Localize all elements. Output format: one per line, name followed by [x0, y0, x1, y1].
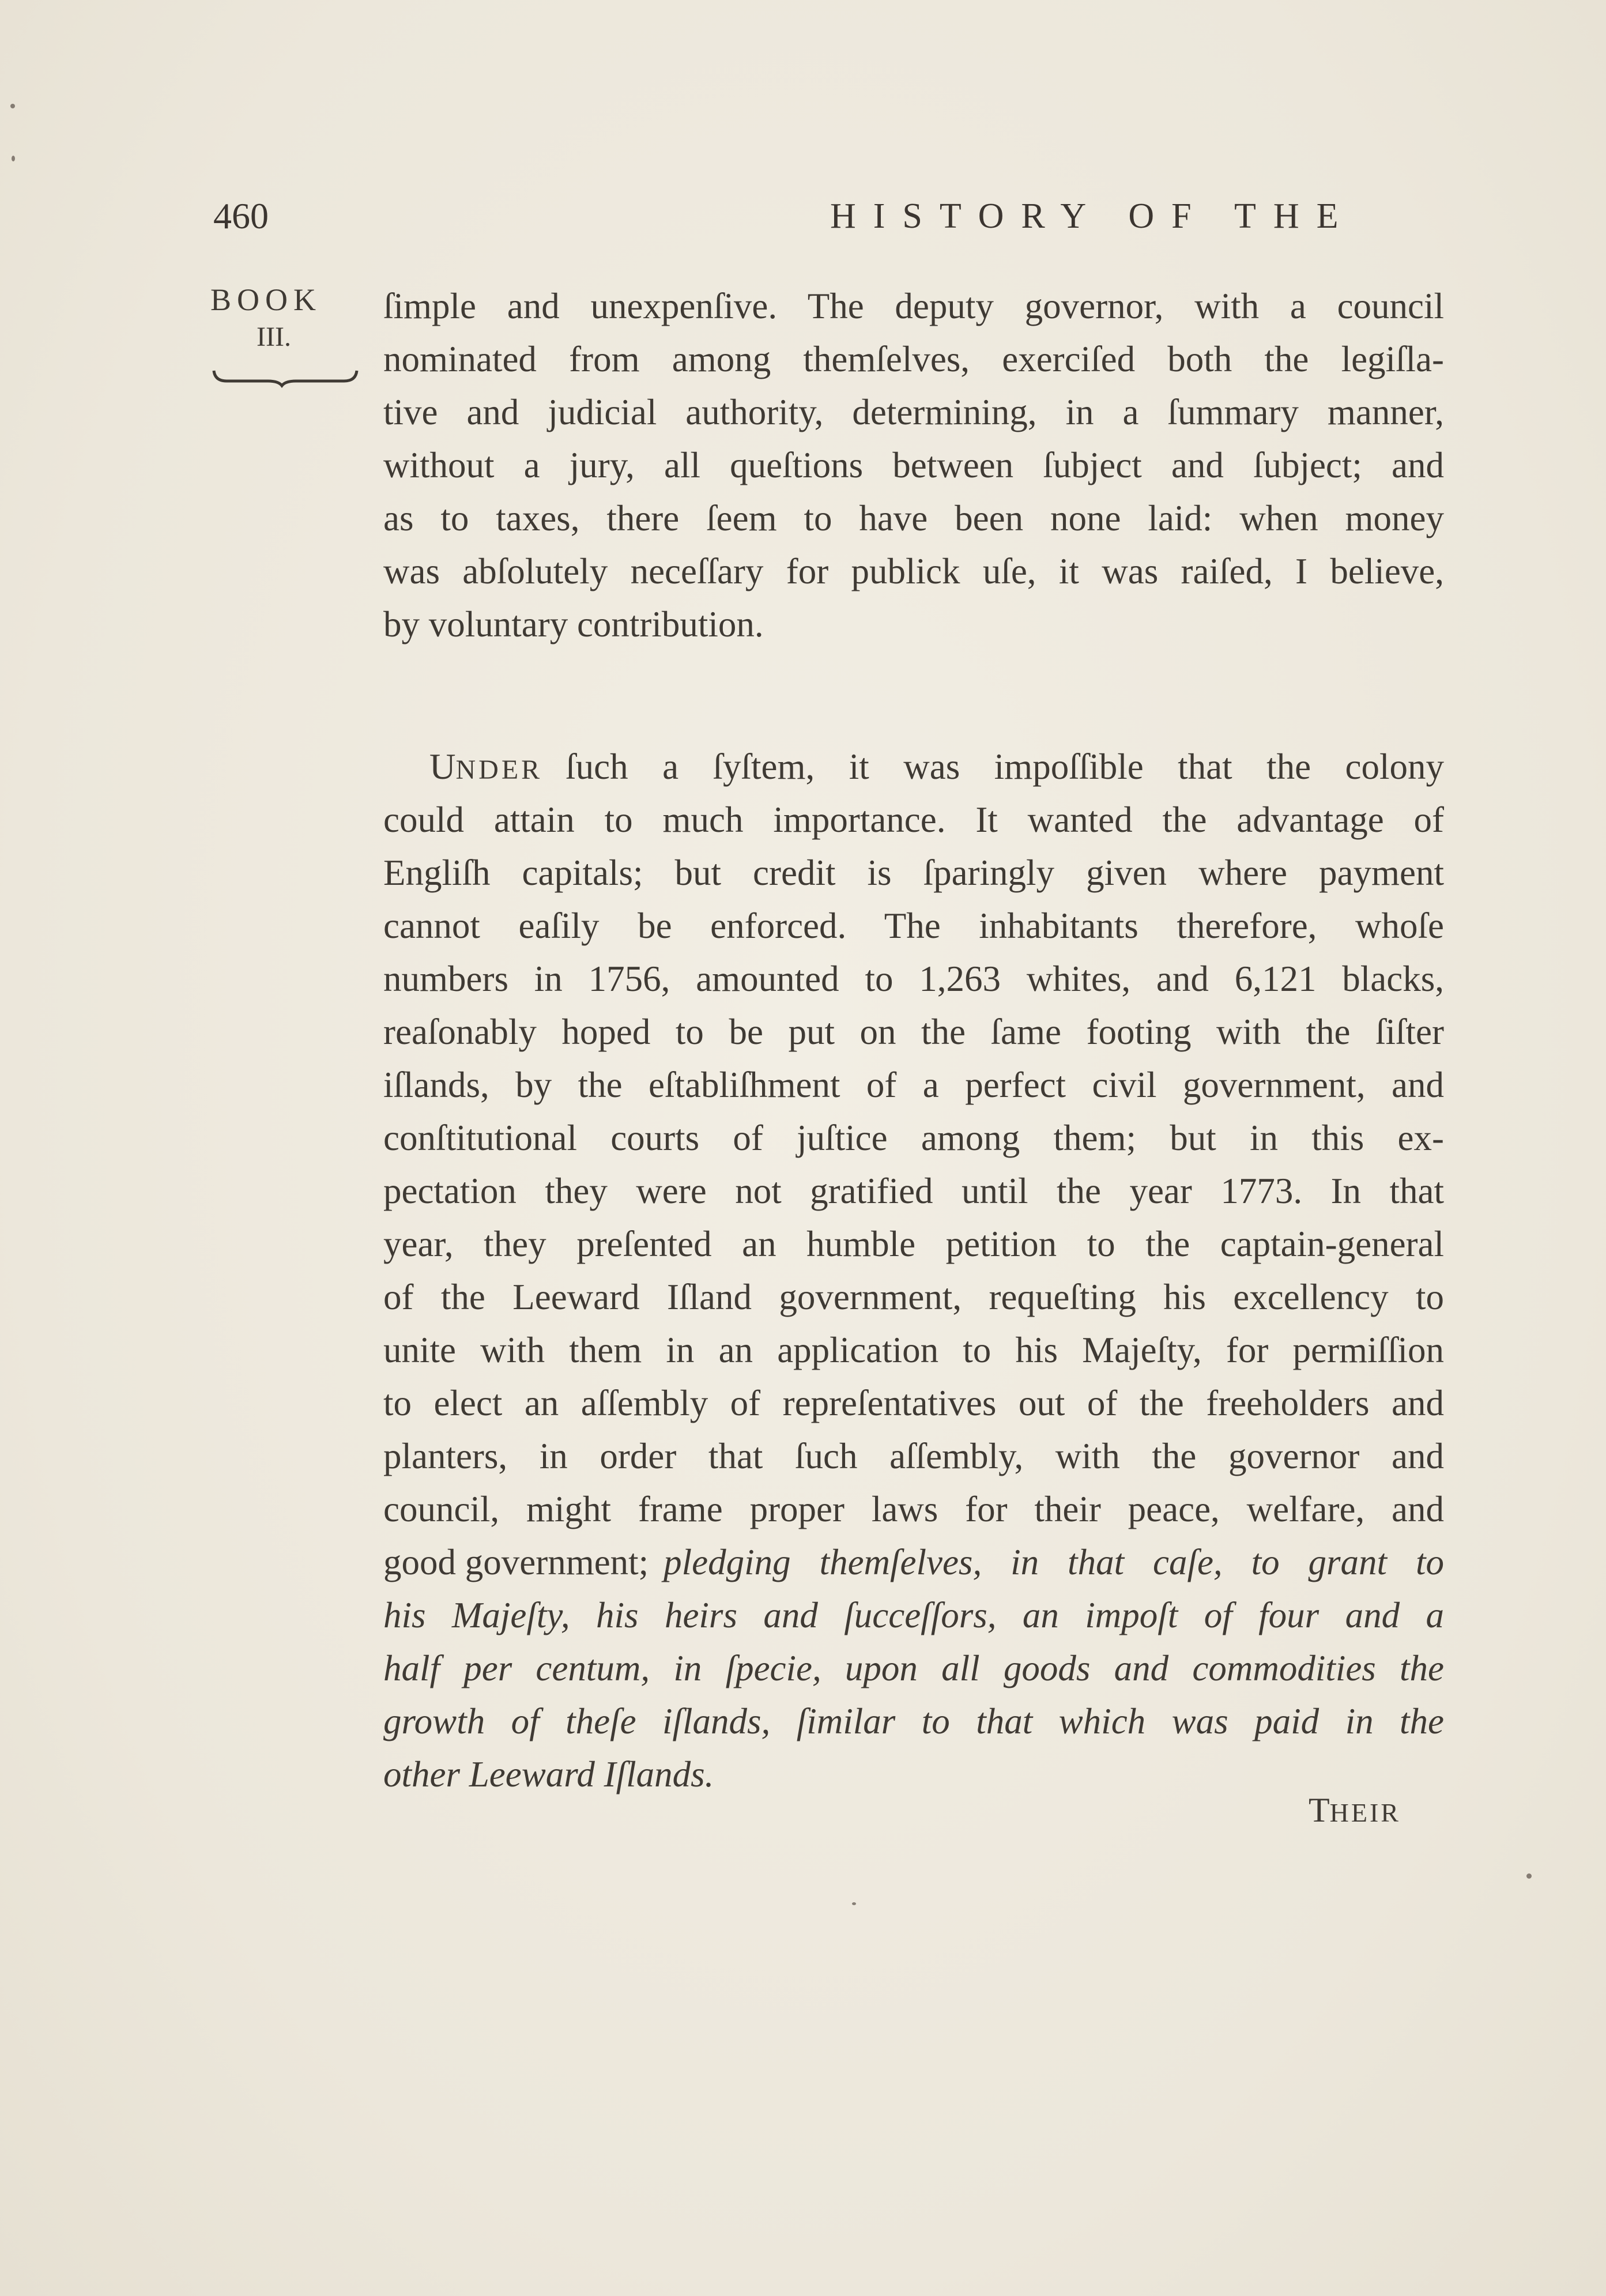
initial-letter: U — [429, 747, 456, 787]
margin-brace — [210, 366, 360, 389]
small-caps-rest: NDER — [455, 755, 543, 785]
text-line: pectation they were not gratified until the year 1773. In that — [383, 1171, 1444, 1211]
text-line: to elect an aſſembly of repreſentatives out of the freeholders and — [383, 1383, 1444, 1423]
ink-speck — [1526, 1873, 1532, 1879]
text-line — [383, 740, 1444, 793]
ink-speck — [10, 104, 15, 108]
text-line: could attain to much importance. It wanted the advantage of — [383, 800, 1444, 840]
page-number: 460 — [213, 195, 269, 236]
text-line — [383, 1536, 1444, 1589]
roman-text: good government; — [383, 1542, 649, 1582]
paragraph — [383, 280, 1444, 651]
catchword-rest: HEIR — [1329, 1798, 1401, 1827]
text-line: Engliſh capitals; but credit is ſparingly given where payment — [383, 853, 1444, 893]
text-line: year, they preſented an humble petition to the captain-general — [383, 1224, 1444, 1264]
book-number: III. — [257, 322, 291, 352]
ink-speck — [12, 156, 15, 161]
book-label: BOOK — [210, 282, 322, 317]
paragraph-gap — [383, 651, 1444, 740]
text-line: planters, in order that ſuch aſſembly, with the governor and — [383, 1436, 1444, 1476]
paragraph — [383, 740, 1444, 1801]
text-line: unite with them in an application to his Majeſty, for permiſſion — [383, 1330, 1444, 1370]
small-caps-opening — [383, 740, 542, 797]
running-head — [213, 190, 1453, 242]
italic-line: his Majeſty, his heirs and ſucceſſors, an impoſt of four and a — [383, 1595, 1444, 1635]
running-title: HISTORY OF THE — [830, 197, 1356, 236]
text-line: nominated from among themſelves, exerciſed both the legiſla- — [383, 339, 1444, 379]
first-line-text: ſuch a ſyſtem, it was impoſſible that the colony — [566, 747, 1444, 787]
text-line: cannot eaſily be enforced. The inhabitants therefore, whoſe — [383, 906, 1444, 946]
text-line: tive and judicial authority, determining, in a ſummary manner, — [383, 392, 1444, 432]
text-line: by voluntary contribution. — [383, 604, 764, 644]
ink-speck — [852, 1902, 856, 1905]
text-line: conſtitutional courts of juſtice among them; but in this ex- — [383, 1118, 1444, 1158]
margin-note — [210, 280, 366, 355]
italic-line: growth of theſe iſlands, ſimilar to that which was paid in the — [383, 1701, 1444, 1741]
text-line: as to taxes, there ſeem to have been none laid: when money — [383, 498, 1444, 538]
catchword-initial: T — [1309, 1791, 1330, 1829]
text-line: numbers in 1756, amounted to 1,263 whites, and 6,121 blacks, — [383, 959, 1444, 999]
text-line: of the Leeward Iſland government, requeſting his excellency to — [383, 1277, 1444, 1317]
text-line: was abſolutely neceſſary for publick uſe, it was raiſed, I believe, — [383, 551, 1444, 591]
italic-text: pledging themſelves, in that caſe, to grant to — [663, 1542, 1444, 1582]
text-line: iſlands, by the eſtabliſhment of a perfect civil government, and — [383, 1065, 1444, 1105]
text-line: council, might frame proper laws for their peace, welfare, and — [383, 1489, 1444, 1529]
text-line: without a jury, all queſtions between ſubject and ſubject; and — [383, 445, 1444, 485]
italic-line: other Leeward Iſlands. — [383, 1754, 714, 1794]
catchword — [1309, 1784, 1401, 1839]
text-column — [383, 280, 1444, 1801]
text-line: reaſonably hoped to be put on the ſame footing with the ſiſter — [383, 1012, 1444, 1052]
text-line: ſimple and unexpenſive. The deputy governor, with a council — [383, 286, 1444, 326]
italic-line: half per centum, in ſpecie, upon all goods and commodities the — [383, 1648, 1444, 1688]
